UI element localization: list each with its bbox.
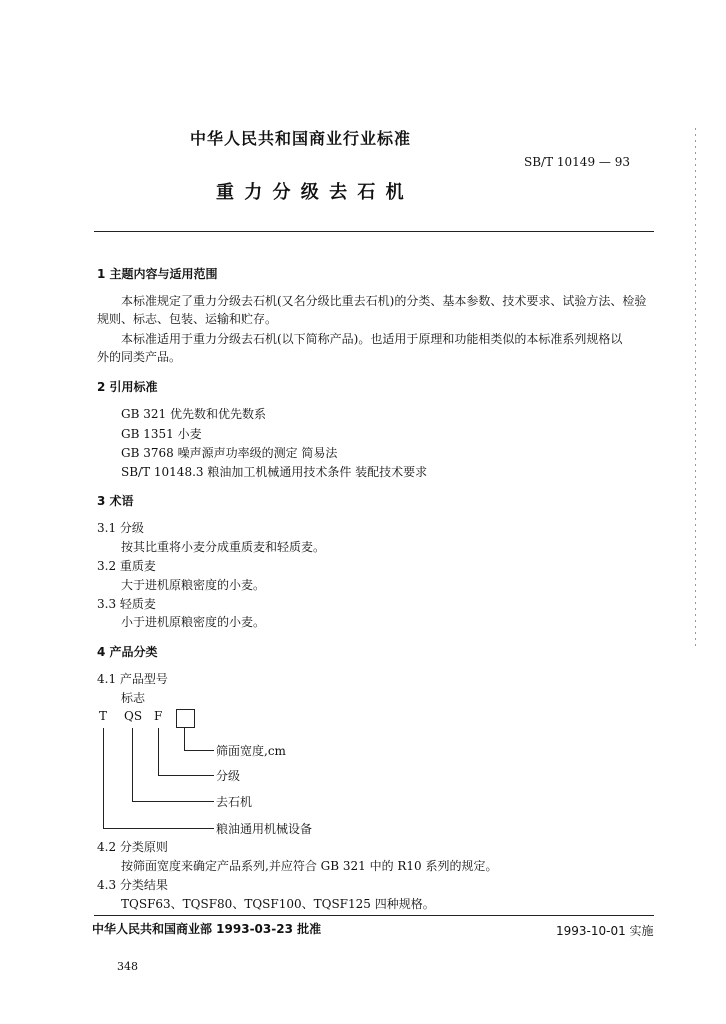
- leader-screen-width: [184, 750, 214, 751]
- term-3-3-label: 3.3 轻质麦: [97, 597, 156, 611]
- section-3-heading: 3 术语: [97, 494, 134, 508]
- footer-rule: [94, 915, 654, 916]
- term-3-1-text: 按其比重将小麦分成重质麦和轻质麦。: [121, 540, 326, 554]
- term-3-1-label: 3.1 分级: [97, 521, 144, 535]
- scan-edge-marks: [695, 128, 696, 648]
- section-4-heading: 4 产品分类: [97, 645, 158, 659]
- header-rule: [94, 231, 654, 232]
- connector-box: [184, 728, 185, 750]
- mark-label: 标志: [121, 691, 146, 705]
- subsection-4-1-label: 4.1 产品型号: [97, 672, 168, 686]
- section-1-para1-line2: 规则、标志、包装、运输和贮存。: [97, 312, 278, 326]
- reference-item: SB/T 10148.3 粮油加工机械通用技术条件 装配技术要求: [121, 465, 428, 479]
- term-3-2-label: 3.2 重质麦: [97, 559, 156, 573]
- subsection-4-2-label: 4.2 分类原则: [97, 840, 168, 854]
- subsection-4-3-text: TQSF63、TQSF80、TQSF100、TQSF125 四种规格。: [121, 897, 435, 911]
- term-3-2-text: 大于进机原粮密度的小麦。: [121, 578, 266, 592]
- code-letter-t: T: [99, 709, 108, 723]
- reference-item: GB 3768 噪声源声功率级的测定 简易法: [121, 446, 338, 460]
- connector-qs: [132, 728, 133, 801]
- effective-date: 1993-10-01 实施: [556, 924, 654, 938]
- label-grain-machinery: 粮油通用机械设备: [216, 822, 313, 836]
- code-letter-qs: QS: [124, 709, 143, 723]
- section-1-para1-line1: 本标准规定了重力分级去石机(又名分级比重去石机)的分类、基本参数、技术要求、试验方法、检验: [121, 294, 647, 308]
- document-title: 重 力 分 级 去 石 机: [216, 182, 406, 203]
- term-3-3-text: 小于进机原粮密度的小麦。: [121, 615, 266, 629]
- page-number: 348: [117, 960, 138, 973]
- label-grading: 分级: [216, 769, 241, 783]
- approval-note: 中华人民共和国商业部 1993-03-23 批准: [92, 922, 322, 936]
- code-letter-f: F: [154, 709, 163, 723]
- connector-f: [158, 728, 159, 775]
- section-1-para2-line1: 本标准适用于重力分级去石机(以下简称产品)。也适用于原理和功能相类似的本标准系列规格以: [121, 332, 623, 346]
- reference-item: GB 1351 小麦: [121, 427, 202, 441]
- label-destoner: 去石机: [216, 795, 253, 809]
- label-screen-width: 筛面宽度,cm: [216, 744, 286, 758]
- reference-item: GB 321 优先数和优先数系: [121, 407, 266, 421]
- leader-grading: [158, 775, 214, 776]
- org-title: 中华人民共和国商业行业标准: [190, 129, 412, 148]
- leader-grain-machinery: [103, 828, 214, 829]
- section-1-heading: 1 主题内容与适用范围: [97, 267, 218, 281]
- subsection-4-2-text: 按筛面宽度来确定产品系列,并应符合 GB 321 中的 R10 系列的规定。: [121, 859, 498, 873]
- section-2-heading: 2 引用标准: [97, 380, 158, 394]
- leader-destoner: [132, 801, 214, 802]
- subsection-4-3-label: 4.3 分类结果: [97, 878, 168, 892]
- standard-code: SB/T 10149 — 93: [524, 155, 630, 169]
- section-1-para2-line2: 外的同类产品。: [97, 350, 182, 364]
- connector-t: [103, 728, 104, 828]
- screen-width-box: [176, 709, 195, 728]
